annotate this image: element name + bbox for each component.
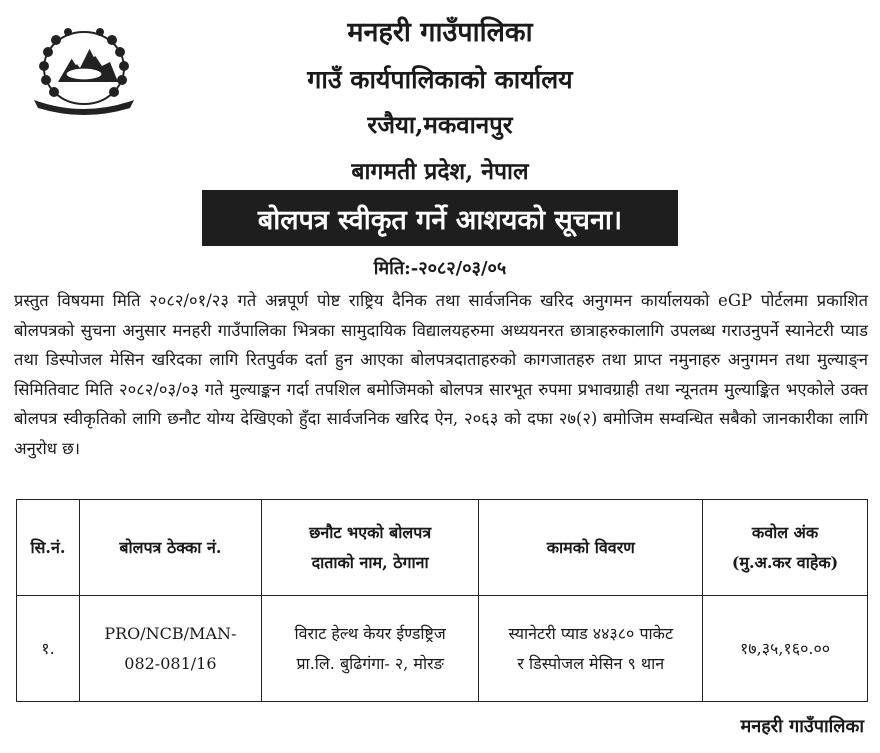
cell-work-line2: र डिस्पोजल मेसिन ९ थान: [517, 653, 665, 673]
notice-date: मिति:-२०८२/०३/०५: [373, 258, 507, 279]
header-bidder-line1: छनौट भएको बोलपत्र: [309, 522, 432, 542]
office-name: गाउँ कार्यपालिकाको कार्यालय: [307, 65, 573, 94]
cell-bidder-line2: प्रा.लि. बुढिगंगा- २, मोरङ: [296, 653, 444, 673]
cell-bidder: [261, 596, 479, 702]
header-contract-no: बोलपत्र ठेक्का नं.: [79, 500, 261, 596]
cell-work-line1: स्यानेटरी प्याड ४४३८० पाकेट: [508, 623, 674, 643]
header-work: कामको विवरण: [479, 500, 703, 596]
award-table: [16, 499, 868, 702]
cell-bidder-line1: विराट हेल्थ केयर ईण्डष्ट्रिज: [294, 623, 446, 643]
cell-amount: १७,३५,१६०.००: [703, 596, 868, 702]
cell-work: [479, 596, 703, 702]
header-amount-line2: (मु.अ.कर वाहेक): [731, 552, 839, 572]
header-amount-line1: कवोल अंक: [751, 522, 819, 542]
cell-contract-line2: 082-081/16: [124, 653, 217, 673]
header-amount: [703, 500, 868, 596]
province-country: बागमती प्रदेश, नेपाल: [351, 158, 529, 185]
header-sn: सि.नं.: [17, 500, 80, 596]
office-address: रजैया,मकवानपुर: [367, 110, 513, 139]
footer-signature: मनहरी गाउँपालिका: [740, 716, 864, 737]
org-name: मनहरी गाउँपालिका: [347, 17, 533, 48]
notice-body: प्रस्तुत विषयमा मिति २०८२/०१/२३ गते अन्नपूर्ण पोष्ट राष्ट्रिय दैनिक तथा सार्वजनिक खरिद अनुगमन कार्यालयको eGP पोर्टलमा प्रकाशित बोलपत्रको सुचना अनुसार मनहरी गाउँपालिका भित्रका सामुदायिक विद्यालयहरुमा अध्ययनरत छात्राहरुकालागि उपलब्ध गराउनुपर्ने स्यानेटरी प्याड तथा डिस्पोजल मेसिन खरिदका लागि रितपुर्वक दर्ता हुन आएका बोलपत्रदाताहरुको कागजातहरु तथा प्राप्त नमुनाहरु अनुगमन तथा मुल्याङ्न सिमितिवाट मिति २०८२/०३/०३ गते मुल्याङ्कन गर्दा तपशिल बमोजिमको बोलपत्र सारभूत रुपमा प्रभावग्राही तथा न्यूनतम मुल्याङ्कित भएकोले उक्त बोलपत्र स्वीकृतिको लागि छनौट योग्य देखिएको हुँदा सार्वजनिक खरिद ऐन, २०६३ को दफा २७(२) बमोजिम सम्वन्धित सबैको जानकारीका लागि अनुरोध छ।: [14, 291, 868, 458]
header-bidder-line2: दाताको नाम, ठेगाना: [311, 552, 429, 572]
cell-contract-line1: PRO/NCB/MAN-: [104, 623, 237, 643]
table-header-row: [17, 500, 868, 596]
header-bidder: [261, 500, 479, 596]
cell-contract-no: [79, 596, 261, 702]
notice-title: बोलपत्र स्वीकृत गर्ने आशयको सूचना।: [257, 204, 623, 236]
notice-title-banner: [202, 190, 678, 246]
cell-sn: १.: [17, 596, 80, 702]
table-row: [17, 596, 868, 702]
